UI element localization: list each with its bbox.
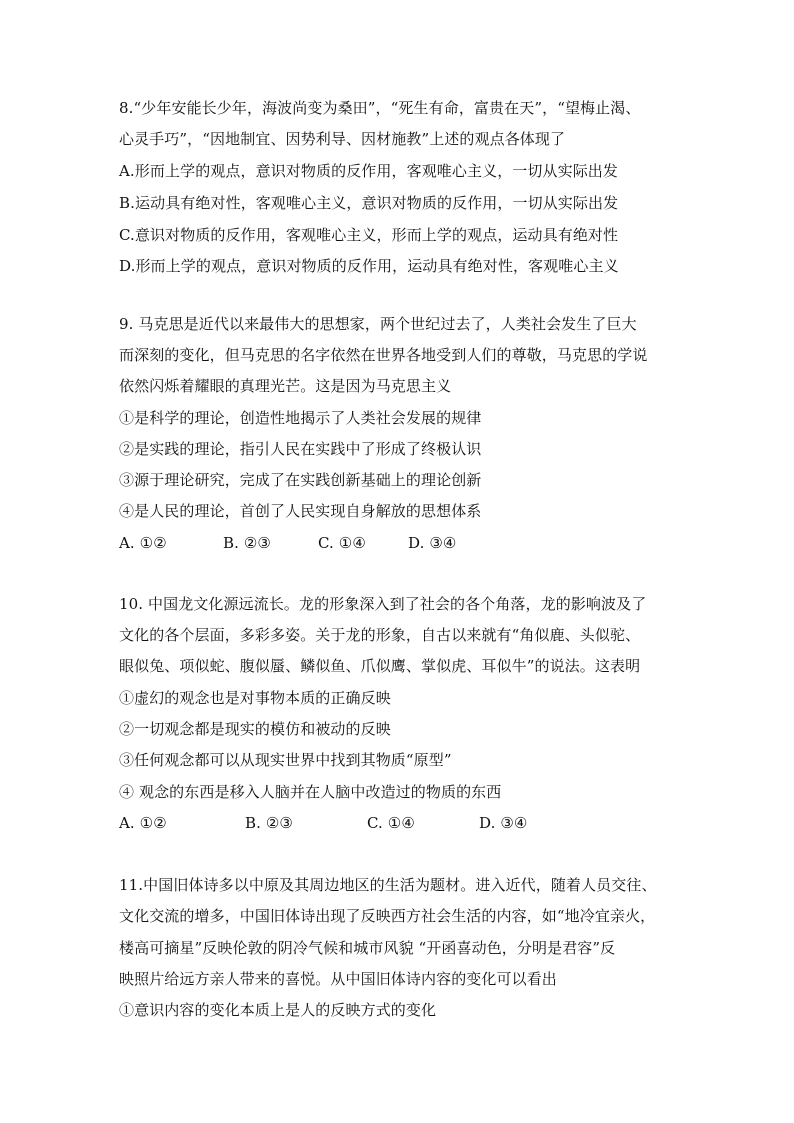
q10-statement-3: ③任何观念都可以从现实世界中找到其物质“原型” <box>119 751 452 769</box>
q9-statement-3: ③源于理论研究，完成了在实践创新基础上的理论创新 <box>119 471 482 489</box>
q9-statement-2: ②是实践的理论，指引人民在实践中了形成了终极认识 <box>119 440 482 458</box>
q10-option-a: A. ①② <box>119 814 167 832</box>
q8-option-c: C.意识对物质的反作用，客观唯心主义，形而上学的观点，运动具有绝对性 <box>119 226 619 244</box>
q9-stem-line-2: 而深刻的变化，但马克思的名字依然在世界各地受到人们的尊敬，马克思的学说 <box>119 346 648 364</box>
q10-stem-line-1: 10. 中国龙文化源远流长。龙的形象深入到了社会的各个角落，龙的影响波及了 <box>119 595 647 613</box>
q9-statement-1: ①是科学的理论，创造性地揭示了人类社会发展的规律 <box>119 409 482 427</box>
q10-statement-1: ①虚幻的观念也是对事物本质的正确反映 <box>119 689 391 707</box>
q8-option-a: A.形而上学的观点，意识对物质的反作用，客观唯心主义，一切从实际出发 <box>119 162 619 180</box>
q8-stem-line-2: 心灵手巧”，“因地制宜、因势利导、因材施教”上述的观点各体现了 <box>119 130 566 148</box>
q10-statement-4: ④ 观念的东西是移入人脑并在人脑中改造过的物质的东西 <box>119 783 502 801</box>
q11-statement-1: ①意识内容的变化本质上是人的反映方式的变化 <box>119 1001 437 1019</box>
q8-stem-line-1: 8.“少年安能长少年，海波尚变为桑田”，“死生有命，富贵在天”，“望梅止渴、 <box>119 99 641 117</box>
q10-stem-line-2: 文化的各个层面，多彩多姿。关于龙的形象，自古以来就有“角似鹿、头似驼、 <box>119 626 641 644</box>
q9-statement-4: ④是人民的理论，首创了人民实现自身解放的思想体系 <box>119 502 482 520</box>
q11-stem-line-2: 文化交流的增多，中国旧体诗出现了反映西方社会生活的内容，如“地冷宜亲火， <box>119 907 656 925</box>
q11-stem-line-1: 11.中国旧体诗多以中原及其周边地区的生活为题材。进入近代，随着人员交往、 <box>119 876 657 894</box>
q9-stem-line-1: 9. 马克思是近代以来最伟大的思想家，两个世纪过去了，人类社会发生了巨大 <box>119 315 637 333</box>
q8-option-d: D.形而上学的观点，意识对物质的反作用，运动具有绝对性，客观唯心主义 <box>119 257 619 275</box>
q10-options <box>119 813 689 833</box>
q10-option-d: D. ③④ <box>479 814 528 832</box>
q9-stem-line-3: 依然闪烁着耀眼的真理光芒。这是因为马克思主义 <box>119 377 452 395</box>
q9-option-c: C. ①④ <box>318 534 366 552</box>
q9-options <box>119 533 689 553</box>
q9-option-b: B. ②③ <box>223 534 271 552</box>
q10-statement-2: ②一切观念都是现实的模仿和被动的反映 <box>119 720 391 738</box>
q9-option-a: A. ①② <box>119 534 167 552</box>
q10-option-b: B. ②③ <box>245 814 293 832</box>
q10-stem-line-3: 眼似兔、项似蛇、腹似蜃、鳞似鱼、爪似鹰、掌似虎、耳似牛”的说法。这表明 <box>119 657 641 675</box>
q11-stem-line-4: 映照片给远方亲人带来的喜悦。从中国旧体诗内容的变化可以看出 <box>119 970 557 988</box>
q11-stem-line-3: 楼高可摘星”反映伦敦的阴冷气候和城市风貌 “开函喜动色，分明是君容”反 <box>119 939 616 957</box>
q10-option-c: C. ①④ <box>367 814 415 832</box>
q9-option-d: D. ③④ <box>408 534 457 552</box>
q8-option-b: B.运动具有绝对性，客观唯心主义，意识对物质的反作用，一切从实际出发 <box>119 194 619 212</box>
